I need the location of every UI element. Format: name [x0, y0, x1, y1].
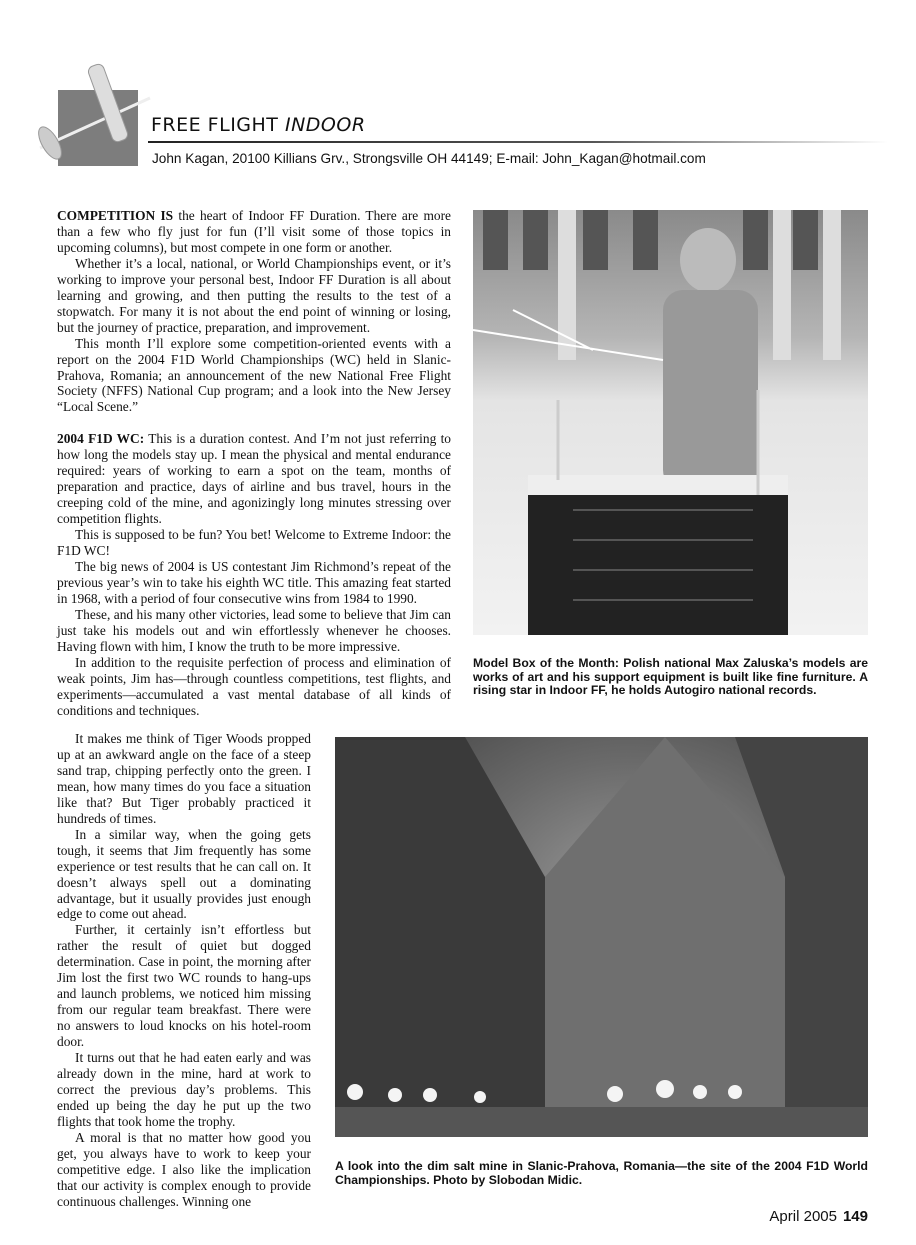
airplane-logo-icon	[30, 58, 160, 168]
salt-mine-caption: A look into the dim salt mine in Slanic-Prahova, Romania—the site of the 2004 F1D World Championships. Photo by Slobodan Midic.	[335, 1159, 868, 1187]
article-column-bottom: It makes me think of Tiger Woods propped up at an awkward angle on the face of a steep sand trap, chipping perfectly onto the green. I mean, how many times do you face a situation like that? But Tiger probably practiced it hundreds of times. In a similar way, when the going gets tough, it seems that Jim frequently has some experience or test results that he can call on. It doesn’t always spell out a dominating advantage, but it usually provides just enough edge to come out ahead. Further, it certainly isn’t effortless but rather the result of quiet but dogged determination. Case in point, the morning after Jim lost the first two WC rounds to hang-ups and launch problems, we noticed him missing from our regular team breakfast. There were no answers to loud knocks on his hotel-room door. It turns out that he had eaten early and was already down in the mine, hard at work to correct the previous day’s problems. This ended up being the day he put up the two flights that took home the trophy. A moral is that no matter how good you get, you always have to work to keep your competitive edge. I also like the implication that our activity is complex enough to provide continuous challenges. Winning one	[57, 731, 311, 1209]
header-rule	[148, 141, 888, 143]
author-line: John Kagan, 20100 Killians Grv., Strongsville OH 44149; E-mail: John_Kagan@hotmail.com	[152, 151, 706, 166]
issue-date: April 2005	[769, 1208, 837, 1225]
page-footer	[769, 1208, 868, 1225]
model-box-photo	[473, 210, 868, 635]
salt-mine-photo	[335, 737, 868, 1137]
page-number: 149	[842, 1208, 868, 1225]
column-title: FREE FLIGHT INDOOR	[151, 114, 366, 136]
article-column-top: COMPETITION IS the heart of Indoor FF Duration. There are more than a few who fly just for fun (I’ll visit some of those topics in upcoming columns), but most compete in one form or another. Whether it’s a local, national, or World Championships event, or it’s working to improve your personal best, Indoor FF Duration is all about learning and growing, and then putting the results to the test of a stopwatch. For many it is not about the end point of winning or losing, but the journey of practice, preparation, and improvement. This month I’ll explore some competition-oriented events with a report on the 2004 F1D World Championships (WC) held in Slanic-Prahova, Romania; an announcement of the new National Free Flight Society (NFFS) National Cup program; and a look into the New Jersey “Local Scene.” 2004 F1D WC: This is a duration contest. And I’m not just referring to how long the models stay up. I mean the physical and mental endurance required: years of working to earn a spot on the team, months of preparation and practice, days of airline and bus travel, hours in the creeping cold of the mine, and agonizingly long minutes stressing over competition flights. This is supposed to be fun? You bet! Welcome to Extreme Indoor: the F1D WC! The big news of 2004 is US contestant Jim Richmond’s repeat of the previous year’s win to take his eighth WC title. This amazing feat started in 1968, with a period of four consecutive wins from 1984 to 1990. These, and his many other victories, lead some to believe that Jim can just take his models out and win effortlessly whenever he chooses. Having flown with him, I know the truth to be more impressive. In addition to the requisite perfection of process and elimination of weak points, Jim has—through countless competitions, test flights, and experiments—accumulated a vast mental database of all kinds of conditions and techniques.	[57, 208, 451, 718]
model-box-caption: Model Box of the Month: Polish national Max Zaluska’s models are works of art and his support equipment is built like fine furniture. A rising star in Indoor FF, he holds Autogiro national records.	[473, 656, 868, 698]
